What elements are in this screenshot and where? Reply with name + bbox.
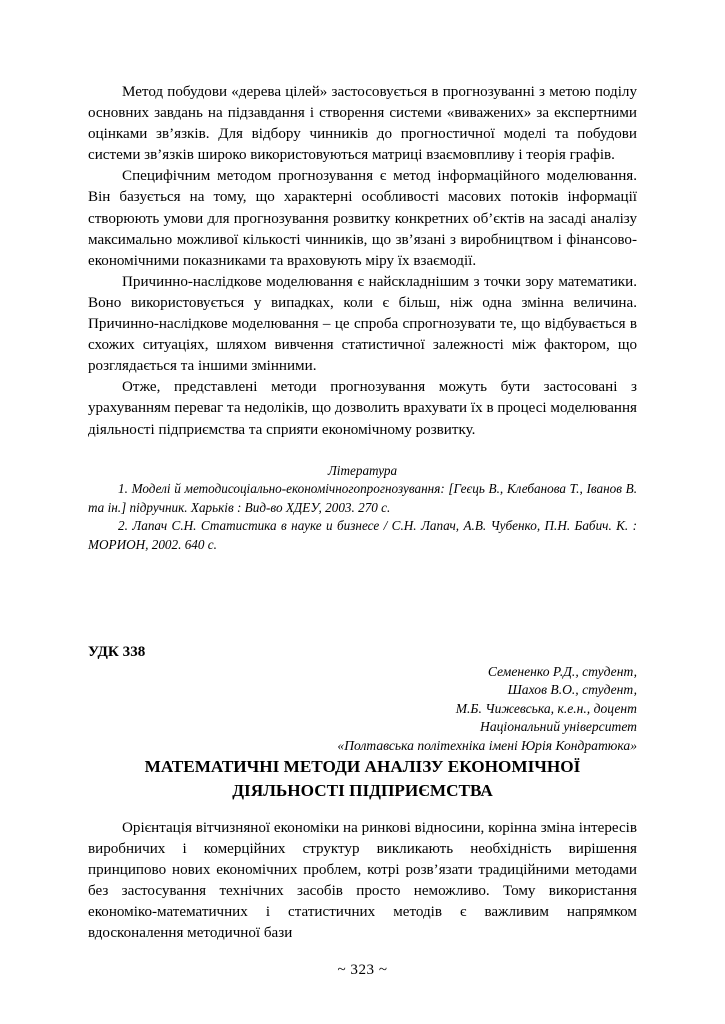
- author-line: Семененко Р.Д., студент,: [487, 664, 637, 679]
- article-title-line: МАТЕМАТИЧНІ МЕТОДИ АНАЛІЗУ ЕКОНОМІЧНОЇ: [144, 757, 581, 776]
- article-title-line: ДІЯЛЬНОСТІ ПІДПРИЄМСТВА: [232, 780, 493, 800]
- affiliation-line: Національний університет: [480, 719, 637, 735]
- reference-item: 1. Моделі й методисоціально-економічногопрогнозування: [Геєць В., Клебанова Т., Іванов В. та ін.] підручник. Харьків : Вид-во ХДЕУ, 2003. 270 с.: [88, 481, 637, 515]
- article-two-body: [88, 818, 637, 945]
- udc-code: УДК 338: [88, 644, 146, 660]
- author-line: Шахов В.О., студент,: [507, 682, 637, 698]
- author-line: М.Б. Чижевська, к.е.н., доцент: [455, 700, 637, 716]
- paragraph: Метод побудови «дерева цілей» застосовується в прогнозуванні з метою поділу основних завдань на підзавдання і створення системи «виважених» за експертними оцінками зв’язків. Для відбору чинників до прогностичної моделі та побудови системи зв’язків широко використовуються матриці взаємовпливу і теорія графів.: [88, 84, 637, 164]
- paragraph: Отже, представлені методи прогнозування можуть бути застосовані з урахуванням переваг та недоліків, що дозволить врахувати їх в процесі моделювання діяльності підприємства та сприяти економічному розвитку.: [88, 379, 637, 438]
- paragraph: Специфічним методом прогнозування є метод інформаційного моделювання. Він базується на тому, що характерні особливості масових потоків інформації створюють умови для прогнозування розвитку конкретних об’єктів на засаді аналізу максимально можливої кількості чинників, що зв’язані з виробництвом і фінансово-економічними показниками та враховують міру їх взаємодії.: [88, 168, 637, 269]
- page-number: ~ 323 ~: [337, 962, 388, 978]
- affiliation-line: «Полтавська політехніка імені Юрія Кондратюка»: [337, 737, 637, 753]
- author-block: [88, 663, 637, 755]
- reference-item: 2. Лапач С.Н. Статистика в науке и бизнесе / С.Н. Лапач, А.В. Чубенко, П.Н. Бабич. К. : МОРИОН, 2002. 640 с.: [88, 518, 637, 552]
- paragraph: Орієнтація вітчизняної економіки на ринкові відносини, корінна зміна інтересів виробничих і комерційних структур викликають необхідність вирішення принципово нових економічних проблем, котрі розв’язати традиційними методами без застосування технічних засобів просто неможливо. Тому використання економіко-математичних і статистичних методів є важливим напрямком вдосконалення методичної бази: [88, 820, 637, 942]
- paragraph: Причинно-наслідкове моделювання є найскладнішим з точки зору математики. Воно використовується у випадках, коли є більш, ніж одна змінна величина. Причинно-наслідкове моделювання – це спроба спрогнозувати те, що відбувається в схожих ситуаціях, шляхом вивчення статистичної залежності між фактором, що розглядається та іншими змінними.: [88, 273, 637, 375]
- article-title: [88, 755, 637, 802]
- article-one-continuation: [88, 82, 637, 555]
- references-heading: Література: [327, 462, 398, 478]
